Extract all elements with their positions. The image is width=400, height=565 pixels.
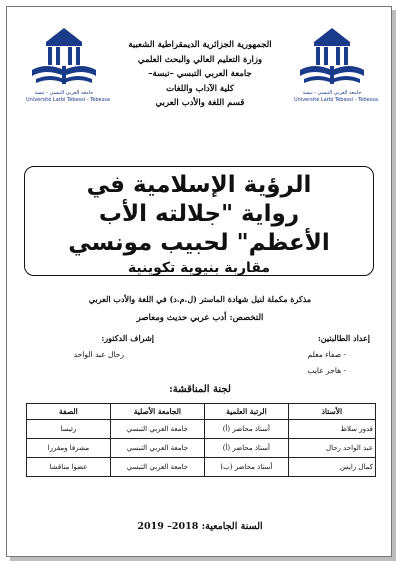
column-header-professor: الأستاذ xyxy=(288,404,375,420)
cell-university: جامعة العربي التبسي xyxy=(110,439,204,458)
faculty-line: كلية الآداب واللغات xyxy=(166,83,234,94)
column-header-rank: الرتبة العلمية xyxy=(205,404,289,420)
column-header-university: الجامعة الأصلية xyxy=(110,404,204,420)
department-line: قسم اللغة والأدب العربي xyxy=(155,98,245,108)
student-name-text: هاجر عايب xyxy=(307,366,342,375)
cell-professor: عبد الواحد رحال xyxy=(288,439,375,458)
table-row xyxy=(27,439,376,458)
cell-university: جامعة العربي التبسي xyxy=(110,458,204,477)
page-shadow xyxy=(392,10,396,561)
university-logo-left xyxy=(26,26,110,108)
logo-caption-fr: Université Larbi Tébessi - Tébessa xyxy=(294,97,378,103)
cell-role: عضوا مناقشا xyxy=(27,458,111,477)
cell-rank: أستاذ محاضر (ب) xyxy=(205,458,289,477)
cell-professor: كمال رايس xyxy=(288,458,375,477)
cell-rank: أستاذ محاضر (أ) xyxy=(205,420,289,439)
university-logo-icon xyxy=(26,26,102,90)
cell-university: جامعة العربي التبسي xyxy=(110,420,204,439)
table-row xyxy=(27,420,376,439)
university-line: جامعة العربي التبسي –تبسة– xyxy=(148,69,252,79)
institution-header xyxy=(110,38,290,111)
committee-table xyxy=(26,403,376,477)
logo-caption-ar: جامعة العربي التبسي - تبسة xyxy=(34,90,94,96)
student-name: - هاجر عايب xyxy=(307,366,346,375)
cell-professor: قدور سلاط xyxy=(288,420,375,439)
table-row xyxy=(27,458,376,477)
page-shadow xyxy=(10,557,396,561)
table-header-row xyxy=(27,404,376,420)
thesis-title-line-2: رواية "جلالته الأب xyxy=(98,201,300,227)
memo-description: مذكرة مكملة لنيل شهادة الماستر (ل.م.د) في اللغة والأدب العربي xyxy=(88,294,312,304)
university-logo-right xyxy=(294,26,378,108)
prepared-by-label: إعداد الطالبتين: xyxy=(317,333,370,343)
supervisor-name: رحال عبد الواحد xyxy=(73,350,124,359)
specialty: التخصص: أدب عربي حديث ومعاصر xyxy=(136,313,264,323)
logo-caption-ar: جامعة العربي التبسي - تبسة xyxy=(302,90,362,96)
thesis-subtitle: مقاربة بنيوية تكوينية xyxy=(127,260,271,276)
thesis-title-box xyxy=(24,166,374,276)
supervisor-label: إشراف الدكتور: xyxy=(101,333,154,343)
academic-year: السنة الجامعية: 2018– 2019 xyxy=(137,521,263,532)
student-name-text: صفاء معلم xyxy=(307,350,342,359)
thesis-title-line-1: الرؤية الإسلامية في xyxy=(86,172,312,198)
cell-role: مشرفا ومقررا xyxy=(27,439,111,458)
column-header-role: الصفة xyxy=(27,404,111,420)
university-logo-icon xyxy=(294,26,370,90)
cell-role: رئيسا xyxy=(27,420,111,439)
republic-line: الجمهورية الجزائرية الديمقراطية الشعبية xyxy=(128,40,272,50)
logo-caption-fr: Université Larbi Tébessi - Tébessa xyxy=(26,97,110,103)
thesis-title-line-3: الأعظم" لحبيب مونسي xyxy=(68,230,330,256)
student-name: - صفاء معلم xyxy=(307,350,346,359)
cell-rank: أستاذ محاضر (أ) xyxy=(205,439,289,458)
committee-title: لجنة المناقشة: xyxy=(169,384,231,395)
ministry-line: وزارة التعليم العالي والبحث العلمي xyxy=(137,54,263,65)
